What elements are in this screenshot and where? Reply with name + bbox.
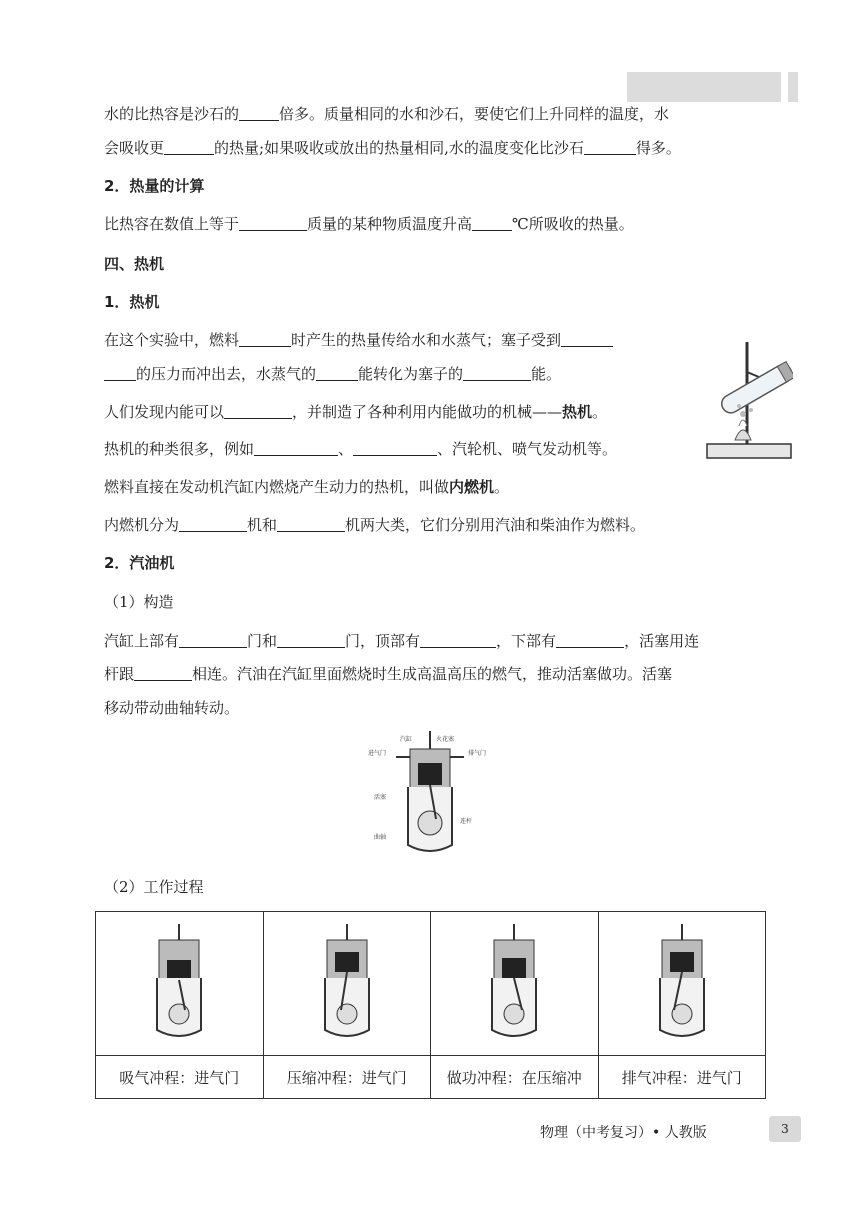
text: 倍多。质量相同的水和沙石，要使它们上升同样的温度，水 bbox=[279, 105, 670, 123]
term-heat-engine: 热机 bbox=[562, 403, 593, 421]
fill-blank bbox=[561, 331, 613, 347]
stroke-label: 做功冲程：在压缩冲 bbox=[431, 1056, 599, 1099]
text-line bbox=[104, 477, 509, 497]
text: 会吸收更 bbox=[104, 139, 165, 157]
text: 杆跟 bbox=[104, 665, 135, 683]
text-line bbox=[104, 214, 634, 234]
stroke-label: 压缩冲程：进气门 bbox=[263, 1056, 431, 1099]
fill-blank bbox=[164, 139, 214, 155]
section-heading: 2．汽油机 bbox=[104, 554, 175, 572]
fill-blank bbox=[463, 365, 531, 381]
stroke-cell bbox=[96, 912, 264, 1056]
text: ，并制造了各种利用内能做功的机械—— bbox=[292, 403, 563, 421]
text: 水的比热容是沙石的 bbox=[104, 105, 240, 123]
fill-blank bbox=[353, 440, 437, 456]
stroke-cell bbox=[431, 912, 599, 1056]
text: 能。 bbox=[531, 365, 562, 383]
text: 的热量;如果吸收或放出的热量相同,水的温度变化比沙石 bbox=[214, 139, 584, 157]
label-piston: 活塞 bbox=[374, 794, 387, 801]
text: 的压力而冲出去，水蒸气的 bbox=[136, 365, 317, 383]
fill-blank bbox=[224, 403, 292, 419]
term-ice: 内燃机 bbox=[449, 478, 495, 496]
text: 、汽轮机、喷气发动机等。 bbox=[437, 440, 618, 458]
fill-blank bbox=[420, 632, 496, 648]
text: 在这个实验中，燃料 bbox=[104, 331, 240, 349]
compression-stroke-diagram bbox=[297, 922, 397, 1042]
section-heading: 1．热机 bbox=[104, 293, 160, 311]
text-line bbox=[104, 138, 681, 158]
text-line bbox=[104, 104, 669, 124]
text: 热机的种类很多，例如 bbox=[104, 440, 255, 458]
text-line bbox=[104, 330, 613, 350]
fill-blank bbox=[556, 632, 624, 648]
header-bar-tab bbox=[788, 72, 798, 102]
page-number: 3 bbox=[769, 1116, 801, 1142]
text-line bbox=[104, 402, 607, 422]
test-tube-stand-figure bbox=[703, 340, 793, 464]
text: 得多。 bbox=[635, 139, 681, 157]
label-spark-plug: 火花塞 bbox=[436, 736, 455, 743]
text-line: 移动带动曲轴转动。 bbox=[104, 699, 240, 717]
footer-text: 物理（中考复习）• 人教版 bbox=[540, 1125, 707, 1141]
text: 门，顶部有 bbox=[345, 632, 421, 650]
stroke-table bbox=[95, 911, 766, 1099]
fill-blank bbox=[277, 516, 345, 532]
section-heading: 四、热机 bbox=[104, 255, 165, 273]
engine-structure-figure bbox=[368, 727, 492, 857]
label-connecting-rod: 连杆 bbox=[460, 818, 473, 825]
fill-blank bbox=[472, 215, 512, 231]
subsection-heading: （1）构造 bbox=[104, 593, 174, 611]
text: 时产生的热量传给水和水蒸气；塞子受到 bbox=[291, 331, 562, 349]
label-intake-valve: 进气门 bbox=[368, 750, 387, 757]
text: 门和 bbox=[247, 632, 278, 650]
text: 人们发现内能可以 bbox=[104, 403, 225, 421]
label-crankshaft: 曲轴 bbox=[374, 834, 387, 841]
stroke-cell bbox=[598, 912, 766, 1056]
fill-blank bbox=[179, 516, 247, 532]
section-heading: 2．热量的计算 bbox=[104, 177, 205, 195]
fill-blank bbox=[179, 632, 247, 648]
text: 比热容在数值上等于 bbox=[104, 215, 240, 233]
text: 。 bbox=[592, 403, 608, 421]
fill-blank bbox=[239, 105, 279, 121]
stroke-label: 吸气冲程：进气门 bbox=[96, 1056, 264, 1099]
text: 相连。汽油在汽缸里面燃烧时生成高温高压的燃气，推动活塞做功。活塞 bbox=[192, 665, 673, 683]
text: ℃所吸收的热量。 bbox=[512, 215, 634, 233]
text: 。 bbox=[494, 478, 510, 496]
exhaust-stroke-diagram bbox=[632, 922, 732, 1042]
label-cylinder: 汽缸 bbox=[400, 736, 413, 743]
stroke-label: 排气冲程：进气门 bbox=[598, 1056, 766, 1099]
fill-blank bbox=[316, 365, 358, 381]
text: ，活塞用连 bbox=[624, 632, 700, 650]
text: 、 bbox=[338, 440, 354, 458]
text: 能转化为塞子的 bbox=[358, 365, 464, 383]
fill-blank bbox=[134, 665, 192, 681]
text-line bbox=[104, 364, 561, 384]
power-stroke-diagram bbox=[464, 922, 564, 1042]
text: 质量的某种物质温度升高 bbox=[307, 215, 473, 233]
intake-stroke-diagram bbox=[129, 922, 229, 1042]
text-line bbox=[104, 515, 645, 535]
fill-blank bbox=[239, 215, 307, 231]
text: 燃料直接在发动机汽缸内燃烧产生动力的热机，叫做 bbox=[104, 478, 450, 496]
fill-blank bbox=[104, 365, 136, 381]
text: 内燃机分为 bbox=[104, 516, 180, 534]
text-line bbox=[104, 631, 699, 651]
text: 机和 bbox=[247, 516, 278, 534]
fill-blank bbox=[239, 331, 291, 347]
stroke-cell bbox=[263, 912, 431, 1056]
text: 汽缸上部有 bbox=[104, 632, 180, 650]
label-exhaust-valve: 排气门 bbox=[468, 750, 487, 757]
fill-blank bbox=[584, 139, 636, 155]
subsection-heading: （2）工作过程 bbox=[104, 878, 204, 896]
text-line bbox=[104, 664, 672, 684]
text: ，下部有 bbox=[496, 632, 557, 650]
text-line bbox=[104, 439, 617, 459]
text: 机两大类，它们分别用汽油和柴油作为燃料。 bbox=[345, 516, 646, 534]
fill-blank bbox=[254, 440, 338, 456]
fill-blank bbox=[277, 632, 345, 648]
header-bar bbox=[627, 72, 781, 102]
